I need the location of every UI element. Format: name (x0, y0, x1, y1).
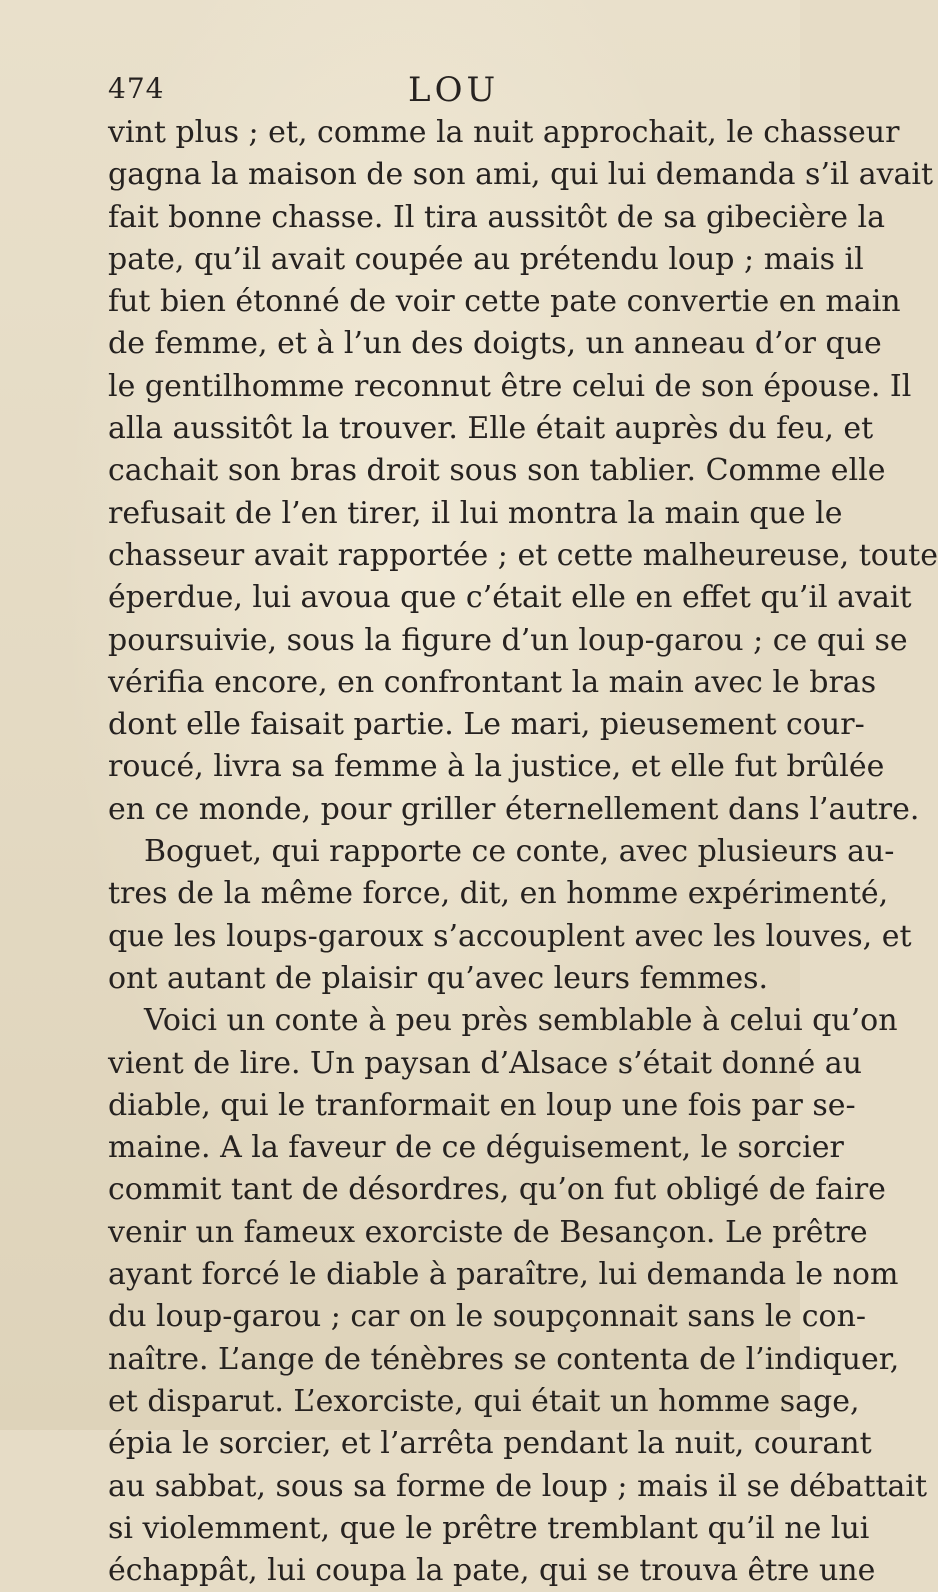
text-line: gagna la maison de son ami, qui lui demanda s’il avait (108, 157, 934, 193)
text-line: en ce monde, pour griller éternellement dans l’autre. (108, 791, 920, 827)
text-line: poursuivie, sous la figure d’un loup-garou ; ce qui se (108, 622, 908, 658)
text-line: échappât, lui coupa la pate, qui se trouva être une (108, 1553, 876, 1589)
text-line: alla aussitôt la trouver. Elle était auprès du feu, et (108, 411, 874, 447)
text-line: si violemment, que le prêtre tremblant qu’il ne lui (108, 1510, 870, 1546)
page-header (108, 72, 698, 112)
text-line: commit tant de désordres, qu’on fut obligé de faire (108, 1172, 886, 1208)
text-line: le gentilhomme reconnut être celui de son épouse. Il (108, 368, 912, 404)
running-head: LOU (408, 70, 500, 110)
text-line: que les loups-garoux s’accouplent avec les louves, et (108, 918, 912, 954)
text-line: cachait son bras droit sous son tablier. Comme elle (108, 453, 886, 489)
text-line: éperdue, lui avoua que c’était elle en effet qu’il avait (108, 580, 912, 616)
text-line: tres de la même force, dit, en homme expérimenté, (108, 876, 889, 912)
text-line: venir un fameux exorciste de Besançon. Le prêtre (108, 1214, 868, 1250)
text-line: du loup-garou ; car on le soupçonnait sans le con- (108, 1299, 867, 1335)
text-line: vint plus ; et, comme la nuit approchait, le chasseur (108, 115, 900, 150)
text-line: pate, qu’il avait coupée au prétendu loup ; mais il (108, 241, 864, 277)
text-line: épia le sorcier, et l’arrêta pendant la nuit, courant (108, 1426, 872, 1462)
body-text (108, 112, 938, 1592)
text-line: Boguet, qui rapporte ce conte, avec plusieurs au- (144, 834, 895, 870)
text-line: vient de lire. Un paysan d’Alsace s’était donné au (108, 1045, 862, 1081)
text-line: chasseur avait rapportée ; et cette malheureuse, toute (108, 537, 938, 573)
text-line: fait bonne chasse. Il tira aussitôt de sa gibecière la (108, 199, 886, 235)
text-line: refusait de l’en tirer, il lui montra la main que le (108, 495, 843, 531)
page-number: 474 (108, 72, 165, 105)
text-line: vérifia encore, en confrontant la main avec le bras (108, 664, 877, 700)
text-line: naître. L’ange de ténèbres se contenta de l’indiquer, (108, 1341, 900, 1377)
text-line: maine. A la faveur de ce déguisement, le sorcier (108, 1130, 844, 1166)
text-line: de femme, et à l’un des doigts, un anneau d’or que (108, 326, 882, 362)
text-line: dont elle faisait partie. Le mari, pieusement cour- (108, 707, 865, 743)
text-line: Voici un conte à peu près semblable à celui qu’on (144, 1003, 898, 1039)
text-line: ayant forcé le diable à paraître, lui demanda le nom (108, 1257, 899, 1293)
text-line: et disparut. L’exorciste, qui était un homme sage, (108, 1383, 860, 1419)
text-line: ont autant de plaisir qu’avec leurs femmes. (108, 960, 769, 996)
text-line: roucé, livra sa femme à la justice, et elle fut brûlée (108, 749, 885, 785)
text-line: diable, qui le tranformait en loup une fois par se- (108, 1087, 856, 1123)
text-line: fut bien étonné de voir cette pate convertie en main (108, 284, 901, 320)
text-line: au sabbat, sous sa forme de loup ; mais il se débattait (108, 1468, 928, 1504)
